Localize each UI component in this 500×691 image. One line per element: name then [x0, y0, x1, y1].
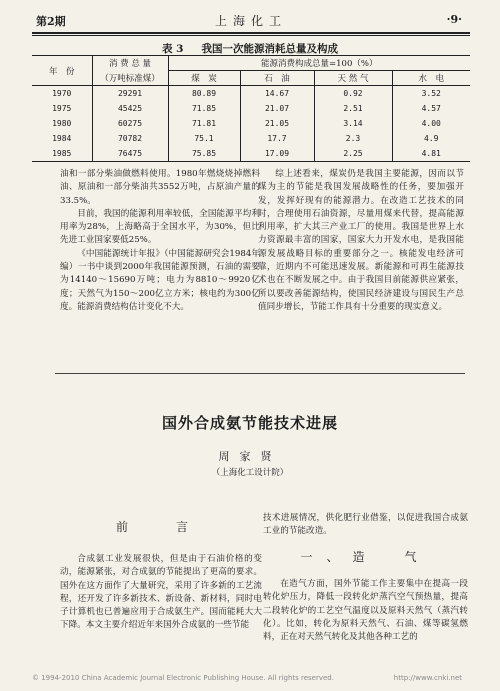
- reforming-text: [263, 578, 468, 644]
- table-row: [32, 101, 470, 116]
- cell-oil: 14.67: [240, 86, 314, 102]
- section-heading-preface: 前 言: [115, 520, 206, 534]
- table-row: [32, 146, 470, 162]
- cell-coal: 71.81: [168, 116, 240, 131]
- cell-total: 29291: [92, 86, 168, 102]
- cell-gas: 3.14: [314, 116, 392, 131]
- header-oil: 石 油: [240, 71, 314, 86]
- cell-total: 76475: [92, 146, 168, 162]
- table-number: 表 3: [162, 43, 184, 55]
- cell-coal: 71.85: [168, 101, 240, 116]
- paragraph: 在造气方面，国外节能工作主要集中在提高一段转化炉压力，降低一段转化炉蒸汽空气预热量，提高二段转化炉的工艺空气温度以及原料天然气（蒸汽转化）。比如，转化为原料天然气、石油、煤等碳氢燃料，正在对天然气转化及其他各种工艺的: [263, 579, 468, 643]
- cell-gas: 2.3: [314, 131, 392, 146]
- text-column-right: [258, 168, 464, 314]
- journal-name: 上海化工: [214, 14, 287, 28]
- article-separator: [55, 373, 465, 374]
- cell-year: 1975: [52, 104, 72, 113]
- cell-coal: 80.89: [168, 86, 240, 102]
- header-total-unit: （万吨标准煤）: [92, 71, 168, 86]
- author-affiliation: （上海化工设计院）: [211, 468, 289, 478]
- cell-oil: 21.05: [240, 116, 314, 131]
- header-year: 年 份: [32, 56, 92, 86]
- section-heading-reforming: 一、造 气: [300, 550, 431, 564]
- paragraph: 技术进展情况，供化肥行业借鉴，以促进我国合成氨工业的节能改造。: [263, 513, 468, 537]
- energy-consumption-table: [32, 55, 470, 162]
- header-coal: 煤 炭: [168, 71, 240, 86]
- cell-year: 1980: [52, 119, 72, 128]
- header-share: 能源消费构成总量=100（%）: [168, 56, 470, 71]
- cell-year: 1984: [52, 134, 72, 143]
- preface-text: [60, 553, 262, 633]
- cell-gas: 2.25: [314, 146, 392, 162]
- cell-coal: 75.85: [168, 146, 240, 162]
- cell-gas: 0.92: [314, 86, 392, 102]
- cell-hydro: 4.00: [392, 116, 470, 131]
- cell-year: 1970: [52, 89, 72, 98]
- table-title: 我国一次能源消耗总量及构成: [201, 43, 338, 55]
- cell-hydro: 4.9: [392, 131, 470, 146]
- running-header: [32, 8, 470, 30]
- cell-total: 60275: [92, 116, 168, 131]
- header-rule-thin: [32, 35, 470, 36]
- paragraph: 合成氨工业发展很快，但是由于石油价格的变动，能源紧张，对合成氨的节能提出了更高的要求。国外在这方面作了大量研究，采用了许多新的工艺流程，还开发了许多新技术、新设备、新材料，同时电子计算机也已普遍应用于合成氨生产。国而能耗大大下降。本文主要介绍近年来国外合成氨的一些节能: [60, 554, 262, 631]
- header-gas: 天 然 气: [314, 71, 392, 86]
- header-total: 消 费 总 量: [92, 56, 168, 71]
- table-row: [32, 131, 470, 146]
- paragraph: 综上述看来，煤炭仍是我国主要能源，因而以节煤为主的节能是我国发展战略性的任务，要加强开发，发挥好现有的能源潜力。在改造工艺技术的同时，合理使用石油资源，尽量用煤来代替，提高能源利用率，扩大其三产业工厂的使用。我国是世界上水力资源最丰富的国家，国家大力开发水电，是我国能源发展战略目标的重要部分之一。核能发电经济可靠，近期内不可能迅速发展。新能源和可再生能源技术也在不断发展之中。由于我国目前能源供应紧张，所以要改善能源结构，使国民经济建设与国民生产总值同步增长，节能工作具有十分重要的现实意义。: [258, 169, 464, 312]
- cell-coal: 75.1: [168, 131, 240, 146]
- cell-hydro: 4.81: [392, 146, 470, 162]
- header-hydro: 水 电: [392, 71, 470, 86]
- cell-oil: 21.07: [240, 101, 314, 116]
- cell-oil: 17.09: [240, 146, 314, 162]
- source-url: http://www.cnki.net: [393, 674, 462, 682]
- table-row: [32, 86, 470, 102]
- table-caption: [0, 41, 500, 56]
- table-subheader-row: [32, 71, 470, 86]
- table-row: [32, 116, 470, 131]
- cell-year: 1985: [32, 146, 92, 162]
- page-number: ·9·: [446, 13, 462, 26]
- preface-continued: [263, 512, 468, 539]
- cell-hydro: 4.57: [392, 101, 470, 116]
- cell-total: 45425: [92, 101, 168, 116]
- cell-hydro: 3.52: [392, 86, 470, 102]
- table-header-row: [32, 56, 470, 71]
- issue-number: 第2期: [36, 15, 66, 28]
- cell-oil: 17.7: [240, 131, 314, 146]
- paragraph: 目前，我国的能源利用率较低，全国能源平均利用率为28%，上海略高于全国水平，为30%，但比先进工业国家要低25%。: [60, 208, 260, 246]
- header-rule-thick: [32, 32, 470, 34]
- text-column-left: [60, 168, 260, 314]
- paragraph: 油和一部分柴油做燃料使用。1980年燃烧烧掉燃料油、原油和一部分柴油共3552万吨，占原油产量的33.5%。: [60, 169, 260, 206]
- article-author: 周家贤: [218, 450, 282, 463]
- paragraph: 《中国能源统计年报》（中国能源研究会1984年编）一书中谈到2000年我国能源预测，石油的需要为14140～15690万吨；电力为8810～9920亿度；天然气为150～200亿立方米；核电约为300亿度。能源消费结构估计变化不大。: [60, 248, 260, 312]
- copyright-notice: © 1994-2010 China Academic Journal Electronic Publishing House. All rights reserved.: [32, 674, 334, 682]
- article-title: 国外合成氨节能技术进展: [161, 414, 338, 432]
- cell-gas: 2.51: [314, 101, 392, 116]
- cell-total: 70782: [92, 131, 168, 146]
